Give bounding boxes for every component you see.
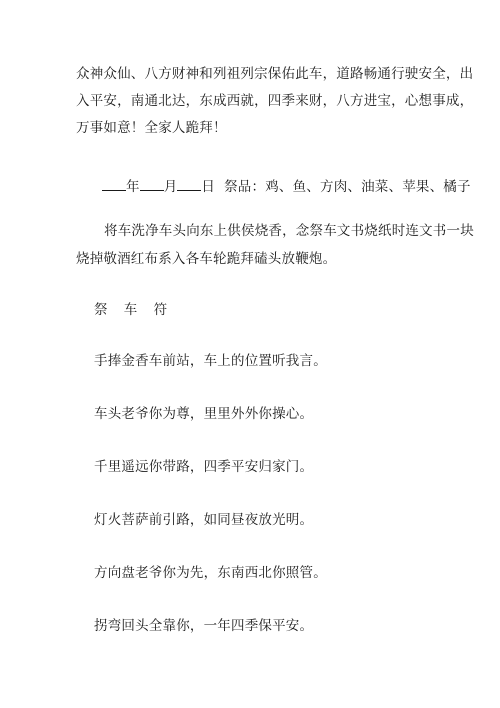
instructions-line-1: 将车洗净车头向东上供侯烧香，念祭车文书烧纸时连文书一块 (104, 223, 474, 239)
offerings-text: 祭品：鸡、鱼、方肉、油菜、苹果、橘子 (224, 179, 471, 195)
verse-line-4: 灯火菩萨前引路，如同昼夜放光明。 (94, 512, 314, 528)
day-label: 日 (201, 179, 216, 195)
blessing-line-3: 万事如意！全家人跪拜！ (76, 120, 227, 136)
day-blank (177, 178, 201, 191)
year-label: 年 (126, 179, 140, 195)
month-label: 月 (163, 179, 178, 195)
date-offerings-line (102, 178, 471, 195)
verse-line-6: 拐弯回头全靠你，一年四季保平安。 (94, 618, 314, 634)
verse-line-5: 方向盘老爷你为先，东南西北你照管。 (94, 565, 327, 581)
blessing-line-1: 众神众仙、八方财神和列祖列宗保佑此车，道路畅通行驶安全，出 (76, 66, 474, 82)
month-blank (140, 178, 164, 191)
verse-line-1: 手捧金香车前站，车上的位置听我言。 (94, 353, 327, 369)
verse-line-2: 车头老爷你为尊，里里外外你操心。 (94, 406, 314, 422)
year-blank (102, 178, 126, 191)
verse-line-3: 千里遥远你带路，四季平安归家门。 (94, 459, 314, 475)
instructions-line-2: 烧掉敬酒红布系入各车轮跪拜磕头放鞭炮。 (76, 251, 337, 267)
section-heading: 祭 车 符 (94, 302, 174, 318)
blessing-line-2: 入平安，南通北达，东成西就，四季来财，八方进宝，心想事成， (76, 93, 474, 109)
